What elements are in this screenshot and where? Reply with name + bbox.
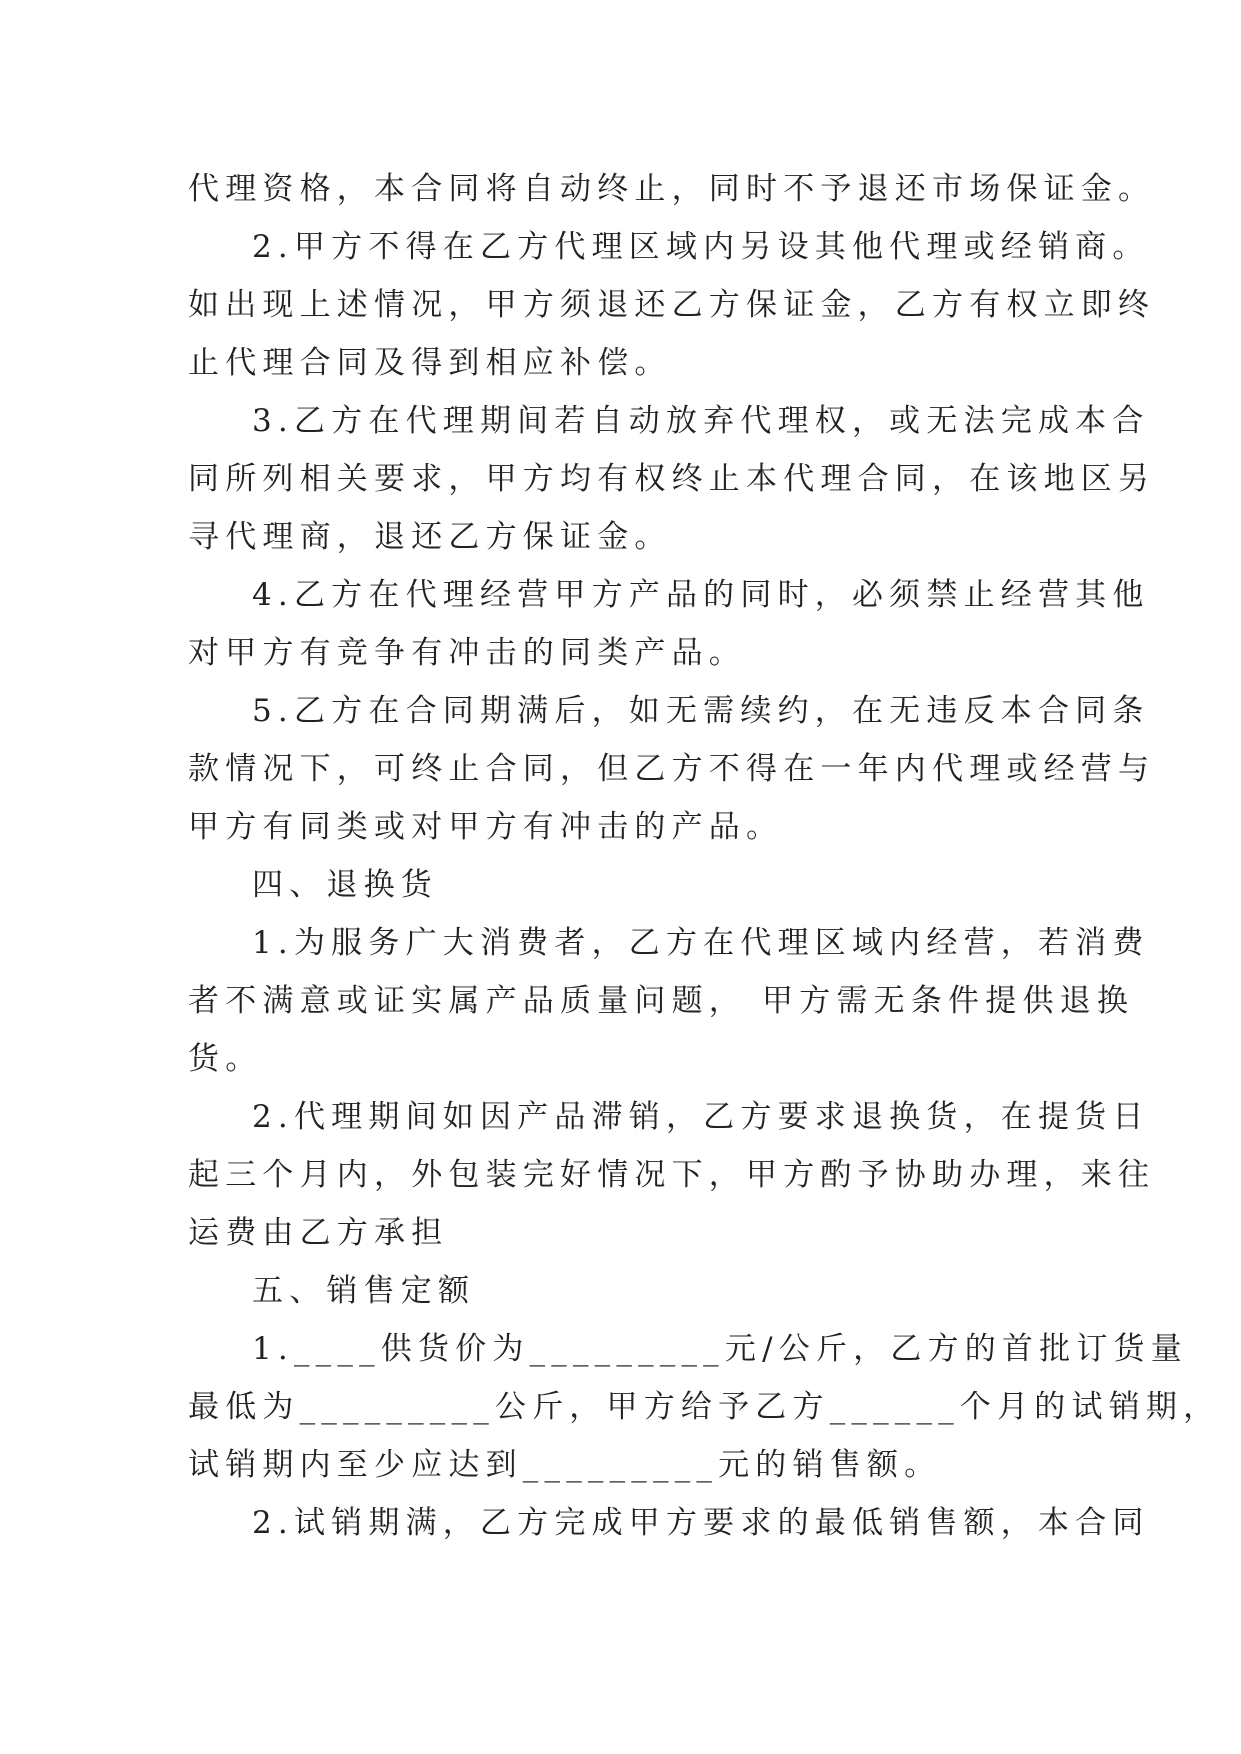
text-line-9: 对甲方有竞争有冲击的同类产品。	[188, 635, 746, 671]
text-line-16: 货。	[188, 1041, 263, 1077]
text-line-8: 4.乙方在代理经营甲方产品的同时，必须禁止经营其他	[252, 577, 1150, 613]
section-heading-5: 五、销售定额	[252, 1273, 476, 1309]
text-line-3: 如出现上述情况，甲方须退还乙方保证金，乙方有权立即终	[188, 287, 1156, 323]
text-line-2: 2.甲方不得在乙方代理区域内另设其他代理或经销商。	[252, 229, 1150, 265]
section-heading-4: 四、退换货	[252, 867, 438, 903]
text-line-7: 寻代理商，退还乙方保证金。	[188, 519, 672, 555]
text-line-18: 起三个月内，外包装完好情况下，甲方酌予协助办理，来往	[188, 1157, 1156, 1193]
document-body	[188, 160, 1221, 1552]
text-line-23: 试销期内至少应达到_________元的销售额。	[188, 1447, 942, 1483]
text-line-15: 者不满意或证实属产品质量问题， 甲方需无条件提供退换	[188, 983, 1135, 1019]
text-line-14: 1.为服务广大消费者，乙方在代理区域内经营，若消费	[252, 925, 1150, 961]
text-line-4: 止代理合同及得到相应补偿。	[188, 345, 672, 381]
text-line-17: 2.代理期间如因产品滞销，乙方要求退换货，在提货日	[252, 1099, 1150, 1135]
text-line-22: 最低为_________公斤，甲方给予乙方______个月的试销期，	[188, 1389, 1221, 1425]
text-line-19: 运费由乙方承担	[188, 1215, 449, 1251]
text-line-24: 2.试销期满，乙方完成甲方要求的最低销售额，本合同	[252, 1505, 1150, 1541]
text-line-11: 款情况下，可终止合同，但乙方不得在一年内代理或经营与	[188, 751, 1156, 787]
text-line-21: 1.____供货价为_________元/公斤，乙方的首批订货量	[252, 1331, 1188, 1367]
text-line-6: 同所列相关要求，甲方均有权终止本代理合同，在该地区另	[188, 461, 1156, 497]
text-line-5: 3.乙方在代理期间若自动放弃代理权，或无法完成本合	[252, 403, 1150, 439]
text-line-1: 代理资格，本合同将自动终止，同时不予退还市场保证金。	[188, 171, 1156, 207]
text-line-10: 5.乙方在合同期满后，如无需续约，在无违反本合同条	[252, 693, 1150, 729]
text-line-12: 甲方有同类或对甲方有冲击的产品。	[188, 809, 784, 845]
